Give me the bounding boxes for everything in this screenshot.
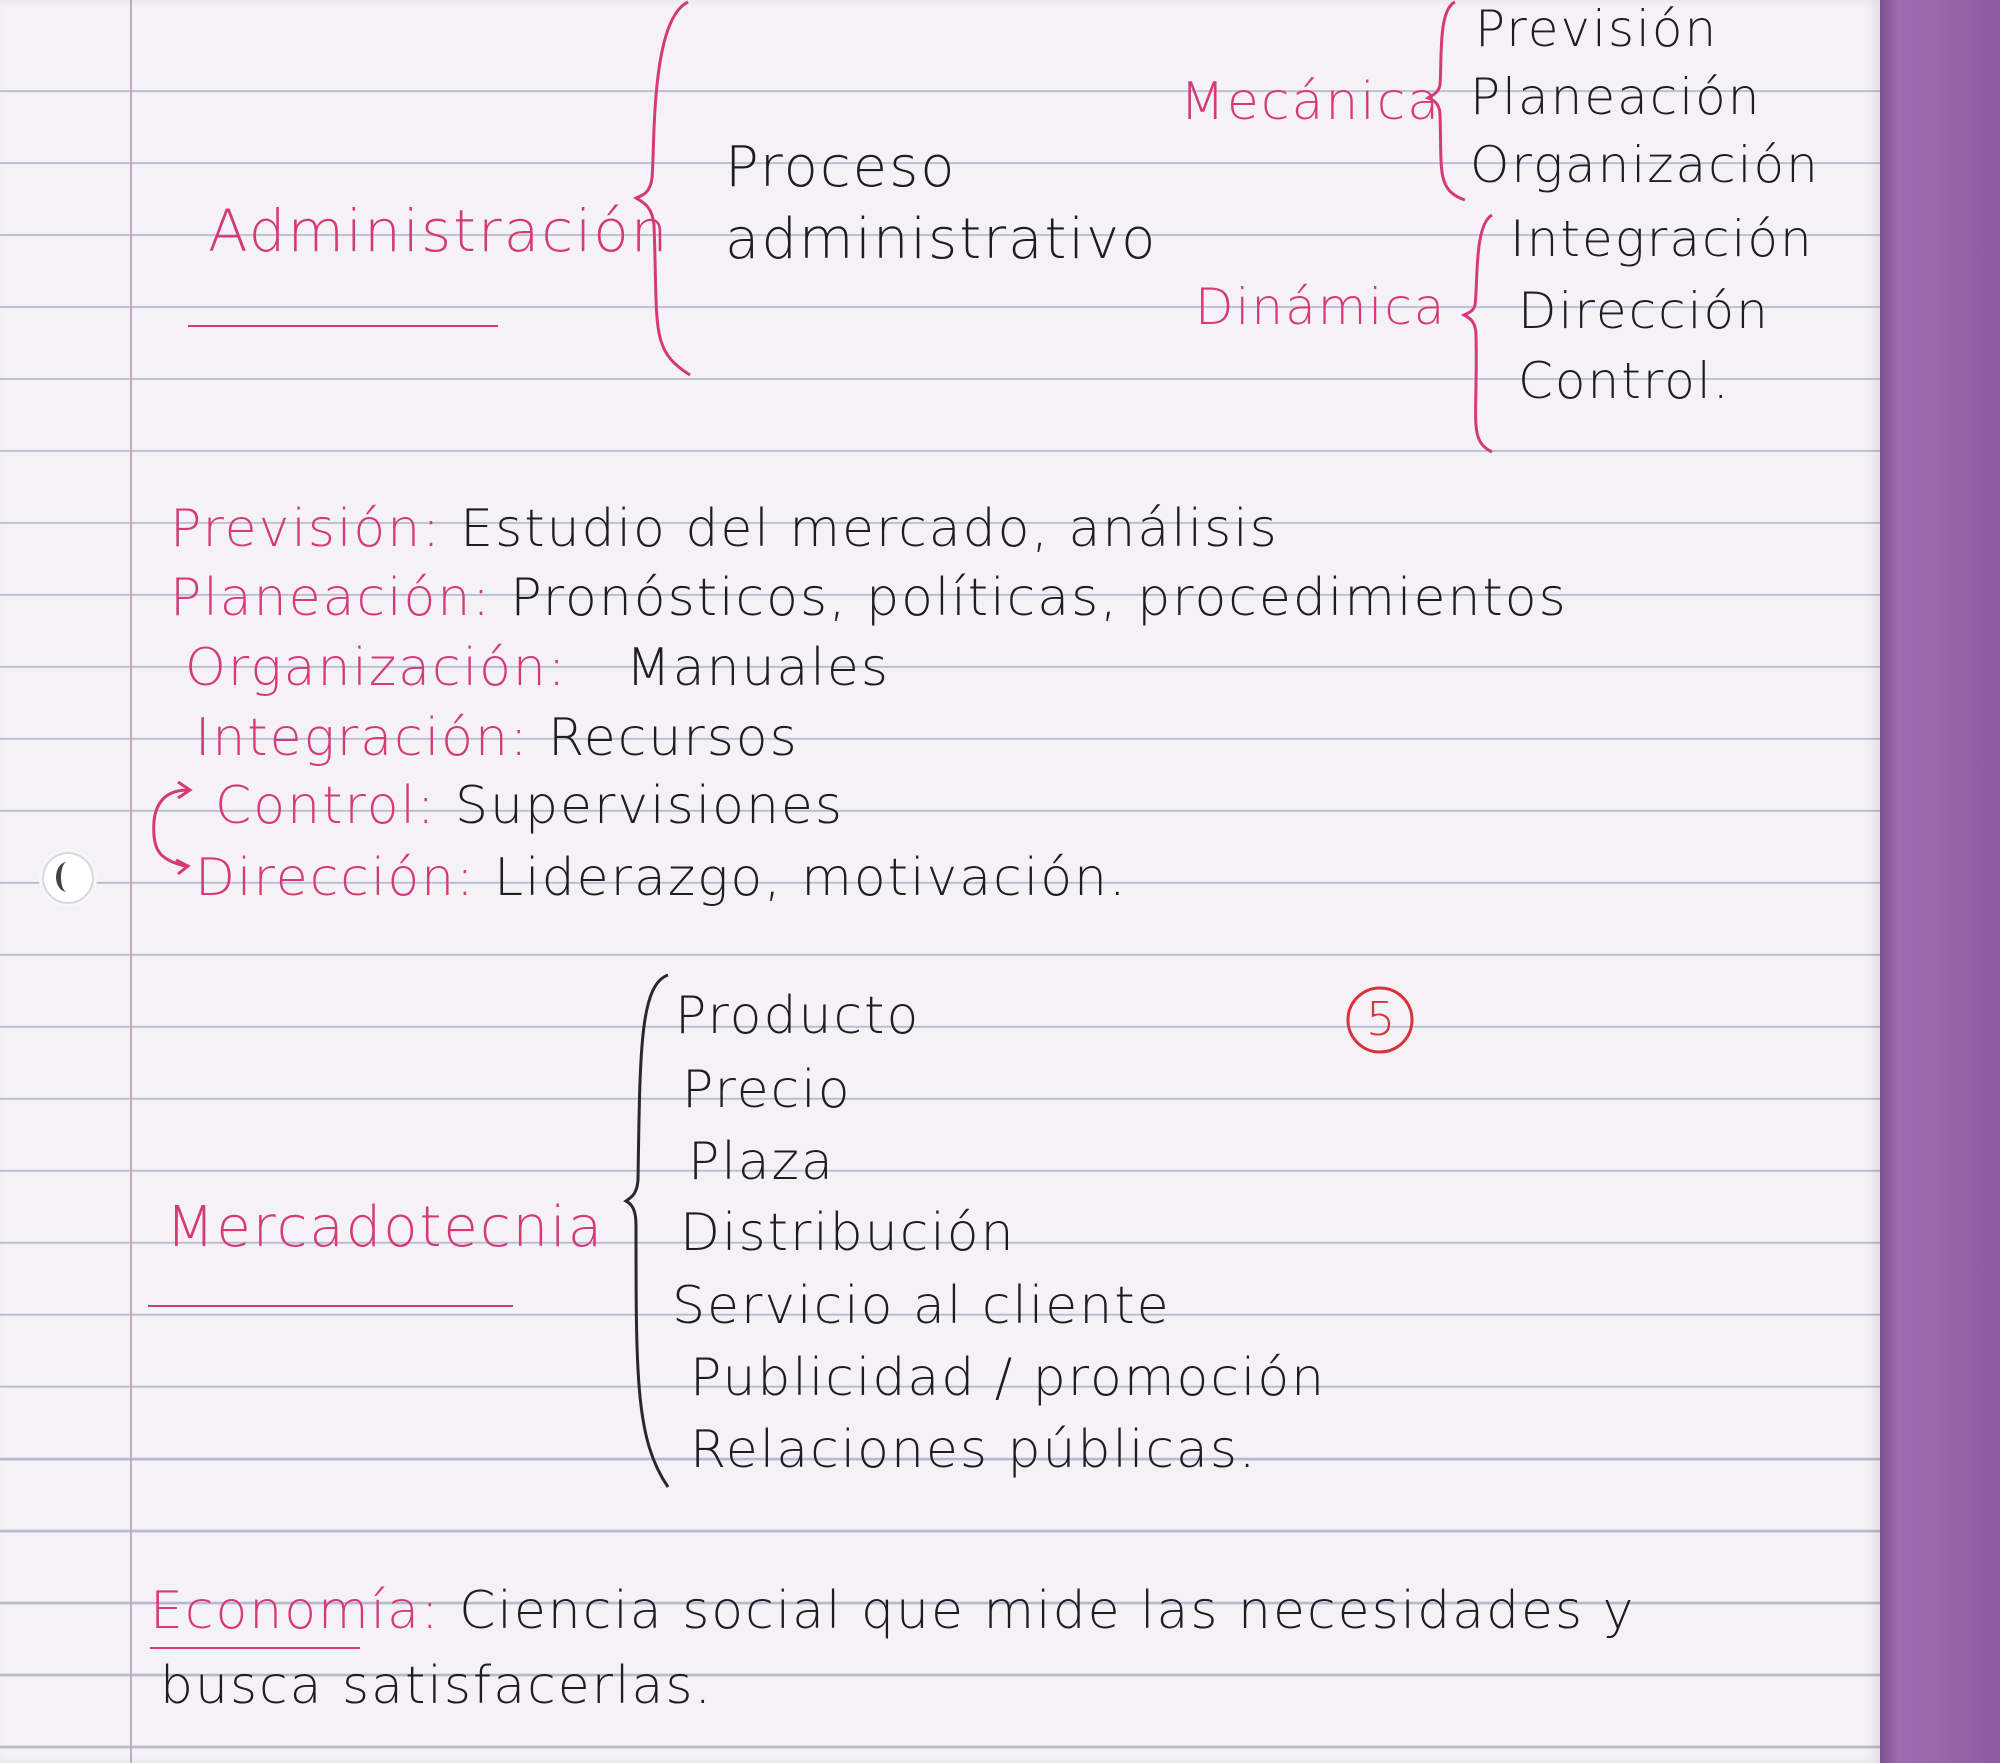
definition-text: Estudio del mercado, análisis	[460, 499, 1279, 559]
dinamica-item: Dirección	[1518, 282, 1770, 340]
mercadotecnia-item: Distribución	[680, 1203, 1016, 1263]
definition-term: Dirección:	[195, 848, 476, 908]
admin-brace	[636, 2, 690, 375]
definition-text: Liderazgo, motivación.	[494, 848, 1128, 908]
dinamica-item: Integración	[1510, 210, 1814, 268]
definition-term: Previsión:	[170, 499, 442, 559]
dinamica-item: Control.	[1518, 352, 1731, 410]
definition-text: Pronósticos, políticas, procedimientos	[510, 568, 1568, 628]
mercadotecnia-title: Mercadotecnia	[166, 1195, 605, 1260]
mercadotecnia-item: Relaciones públicas.	[690, 1420, 1258, 1480]
mecanica-item: Previsión	[1475, 0, 1719, 58]
economia-term: Economía:	[150, 1581, 441, 1641]
mercadotecnia-item: Servicio al cliente	[672, 1276, 1171, 1336]
definition-text: Recursos	[547, 708, 799, 768]
definition-text: Manuales	[625, 638, 890, 698]
admin-center-line2: administrativo	[725, 207, 1158, 272]
mercadotecnia-item: Publicidad / promoción	[690, 1348, 1327, 1408]
definition-term: Planeación:	[170, 568, 492, 628]
mercadotecnia-item: Plaza	[688, 1132, 835, 1192]
mecanica-label: Mecánica	[1180, 72, 1442, 132]
definition-term: Control:	[215, 776, 437, 836]
economia-definition	[150, 1581, 1636, 1641]
economia-text-line1: Ciencia social que mide las necesidades y	[459, 1581, 1636, 1641]
definition-text: Supervisiones	[455, 776, 844, 836]
economia-text-line2: busca satisfacerlas.	[160, 1656, 713, 1716]
mercadotecnia-item: Producto	[675, 986, 921, 1046]
admin-title-underline	[188, 325, 498, 327]
definition-row	[195, 708, 799, 768]
mercadotecnia-title-underline	[148, 1305, 513, 1307]
mecanica-item: Organización	[1470, 136, 1820, 194]
definition-row	[185, 638, 890, 698]
definition-row	[170, 568, 1568, 628]
mercadotecnia-item: Precio	[682, 1060, 852, 1120]
page-mark: 5	[1366, 992, 1396, 1046]
admin-center-line1: Proceso	[725, 135, 957, 200]
definition-row	[170, 499, 1279, 559]
mecanica-item: Planeación	[1470, 68, 1762, 126]
definition-row	[195, 848, 1128, 908]
swap-arrow-icon	[154, 790, 188, 866]
dinamica-brace	[1464, 215, 1492, 452]
dinamica-label: Dinámica	[1195, 278, 1447, 336]
definition-term: Organización:	[185, 638, 568, 698]
definition-row	[215, 776, 844, 836]
definition-term: Integración:	[195, 708, 530, 768]
admin-title: Administración	[208, 197, 670, 265]
mercadotecnia-brace	[626, 975, 668, 1487]
